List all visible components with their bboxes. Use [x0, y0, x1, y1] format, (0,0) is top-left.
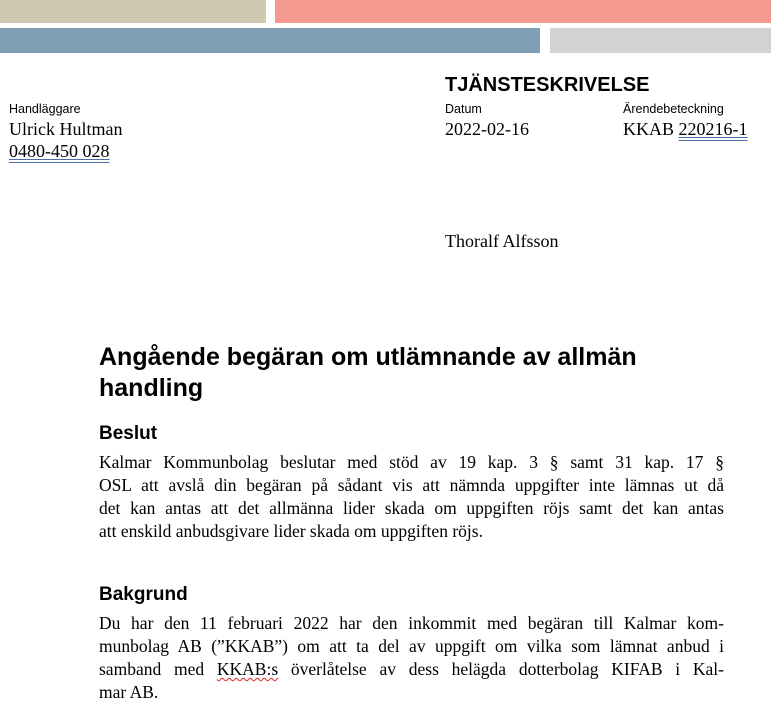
bakgrund-line-2: munbolag AB (”KKAB”) om att ta del av uppgift om vilka som lämnat anbud i	[99, 636, 724, 656]
spelling-flagged-word[interactable]: KKAB:s	[216, 659, 279, 679]
header-band-blue	[0, 28, 540, 53]
handler-label: Handläggare	[9, 102, 81, 116]
document-type: TJÄNSTESKRIVELSE	[445, 74, 650, 96]
section-bakgrund-heading: Bakgrund	[99, 584, 188, 605]
bakgrund-line-4: mar AB.	[99, 682, 159, 702]
header-band-gray	[550, 28, 771, 53]
case-prefix: KKAB	[623, 119, 675, 139]
document-title	[99, 342, 724, 404]
beslut-line-2: OSL att avslå din begäran på sådant vis att nämnda uppgifter inte lämnas ut då	[99, 475, 724, 495]
beslut-line-4: att enskild anbudsgivare lider skada om uppgiften röjs.	[99, 521, 483, 541]
date-value: 2022-02-16	[445, 119, 529, 139]
case-reference	[623, 119, 748, 140]
header-band-salmon	[275, 0, 771, 23]
date-label: Datum	[445, 102, 482, 116]
section-bakgrund-body	[99, 612, 724, 704]
beslut-line-3: det kan antas att det allmänna lider skada om uppgiften röjs samt det kan antas	[99, 498, 724, 518]
section-beslut-body	[99, 451, 724, 543]
handler-name: Ulrick Hultman	[9, 119, 123, 139]
header-band-tan	[0, 0, 266, 23]
section-beslut-heading: Beslut	[99, 423, 158, 444]
handler-phone[interactable]: 0480-450 028	[9, 141, 110, 161]
title-line-1: Angående begäran om utlämnande av allmän	[99, 343, 637, 371]
beslut-line-1: Kalmar Kommunbolag beslutar med stöd av 19 kap. 3 § samt 31 kap. 17 §	[99, 452, 724, 472]
case-number[interactable]: 220216-1	[678, 119, 748, 139]
bakgrund-line-1: Du har den 11 februari 2022 har den inkommit med begäran till Kalmar kom-	[99, 613, 724, 633]
case-label: Ärendebeteckning	[623, 102, 724, 116]
title-line-2: handling	[99, 374, 204, 402]
recipient-name: Thoralf Alfsson	[445, 231, 559, 251]
bakgrund-line-3: samband med KKAB:s överlåtelse av dess helägda dotterbolag KIFAB i Kal-	[99, 659, 724, 679]
